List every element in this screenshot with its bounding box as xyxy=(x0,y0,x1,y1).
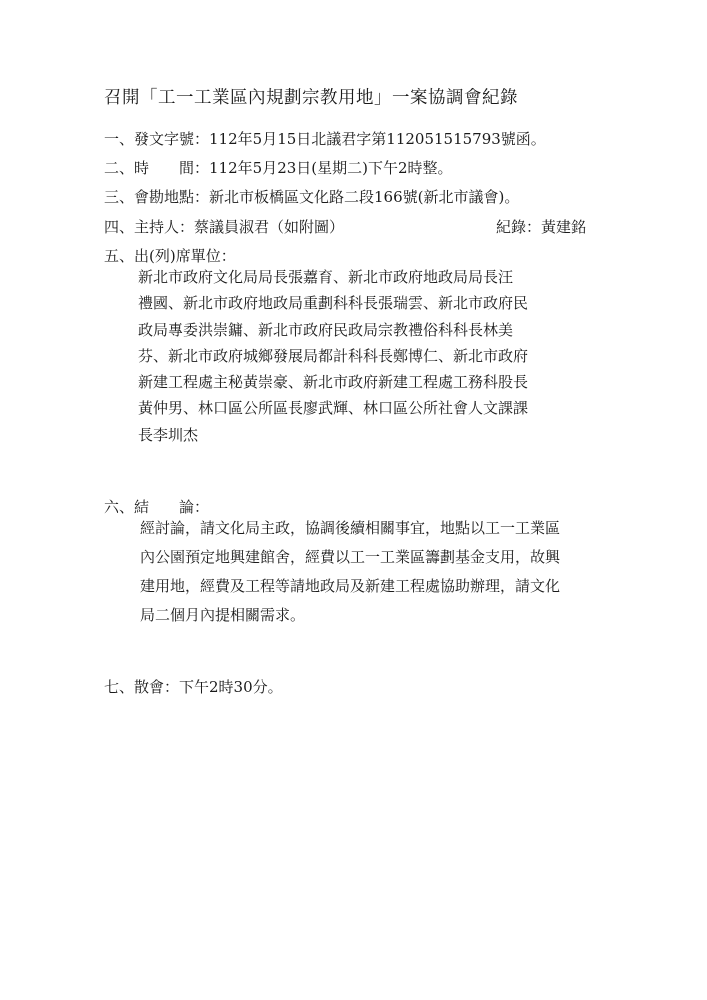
conclusion-heading: 六、結 論： xyxy=(104,498,210,516)
item-location xyxy=(104,186,519,207)
attendee-line: 新建工程處主秘黃崇豪、新北市政府新建工程處工務科股長 xyxy=(138,373,529,392)
item-value: 112年5月23日(星期二)下午2時整。 xyxy=(209,159,453,177)
recorder: 紀錄：黃建銘 xyxy=(496,218,587,236)
conclusion-line: 建用地，經費及工程等請地政局及新建工程處協助辦理，請文化 xyxy=(140,577,561,595)
conclusion-line: 局二個月內提相關需求。 xyxy=(140,606,306,624)
item-value: 新北市板橋區文化路二段166號(新北市議會)。 xyxy=(209,188,520,206)
document-title: 召開「工一工業區內規劃宗教用地」一案協調會紀錄 xyxy=(104,88,518,108)
attendee-line: 長李圳杰 xyxy=(138,425,199,444)
conclusion-line: 經討論，請文化局主政，協調後續相關事宜，地點以工一工業區 xyxy=(140,519,561,537)
conclusion-line: 內公園預定地興建館舍，經費以工一工業區籌劃基金支用，故興 xyxy=(140,548,561,566)
adjournment: 七、散會：下午2時30分。 xyxy=(104,678,283,696)
attendee-line: 禮國、新北市政府地政局重劃科科長張瑞雲、新北市政府民 xyxy=(138,294,529,313)
item-label: 五、出(列)席單位： xyxy=(104,247,236,265)
attendee-list xyxy=(138,264,622,448)
attendee-line: 新北市政府文化局局長張䕒育、新北市政府地政局局長汪 xyxy=(138,268,514,286)
item-label: 二、時 間： xyxy=(104,159,210,177)
attendee-line: 黃仲男、林口區公所區長廖武輝、林口區公所社會人文課課 xyxy=(138,399,529,418)
item-attendees-heading xyxy=(104,245,236,266)
attendee-line: 政局專委洪崇鏞、新北市政府民政局宗教禮俗科科長林美 xyxy=(138,320,514,339)
item-value: 蔡議員淑君（如附圖） xyxy=(194,218,345,236)
item-label: 四、主持人： xyxy=(104,218,195,236)
item-label: 三、會勘地點： xyxy=(104,188,210,206)
item-time xyxy=(104,157,453,178)
item-value: 112年5月15日北議君字第112051515793號函。 xyxy=(209,130,546,148)
attendee-line: 芬、新北市政府城鄉發展局都計科科長鄭博仁、新北市政府 xyxy=(138,346,529,365)
conclusion-text xyxy=(140,514,624,630)
item-document-number xyxy=(104,128,546,149)
item-label: 一、發文字號： xyxy=(104,130,210,148)
item-chair xyxy=(104,216,344,237)
